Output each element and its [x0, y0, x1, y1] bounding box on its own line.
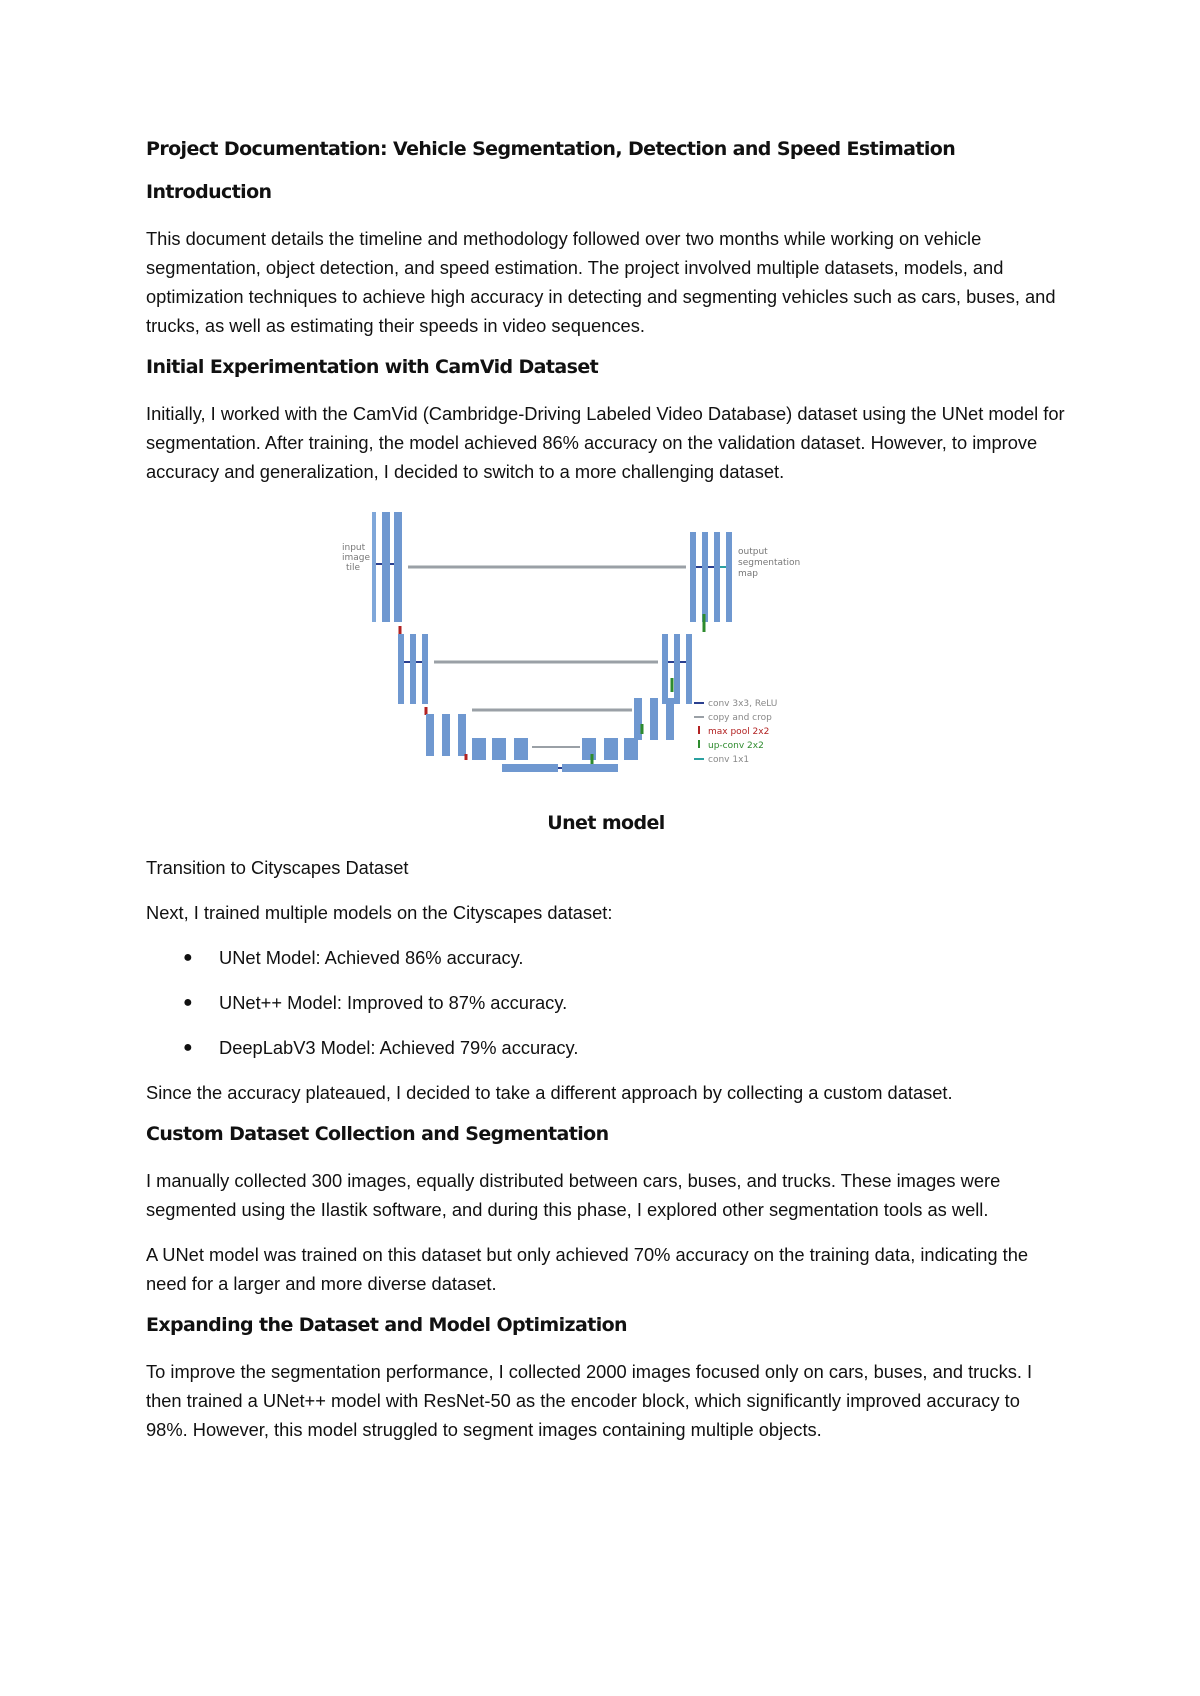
document-title: Project Documentation: Vehicle Segmentation, Detection and Speed Estimation [146, 138, 956, 160]
list-item [146, 943, 1066, 972]
diagram-legend [694, 699, 777, 765]
output-label-line-1: output [738, 547, 768, 557]
legend-upconv: up-conv 2x2 [708, 741, 764, 751]
figure-caption: Unet model [547, 812, 665, 834]
bullet-icon: ● [183, 1039, 193, 1056]
list-item [146, 988, 1066, 1017]
output-label-line-3: map [738, 569, 758, 579]
heading-camvid: Initial Experimentation with CamVid Dataset [146, 356, 599, 378]
input-label-line-1: input [342, 543, 366, 553]
legend-conv1x1: conv 1x1 [708, 755, 750, 765]
legend-copy: copy and crop [708, 713, 772, 723]
unet-architecture-diagram [342, 502, 842, 792]
output-label-line-2: segmentation [738, 558, 801, 568]
heading-custom-dataset: Custom Dataset Collection and Segmentation [146, 1123, 609, 1145]
bullet-icon: ● [183, 994, 193, 1011]
list-item-text: DeepLabV3 Model: Achieved 79% accuracy. [219, 1037, 579, 1058]
input-label-line-2: image [342, 553, 371, 563]
paragraph-cityscapes-intro: Next, I trained multiple models on the Cityscapes dataset: [146, 902, 613, 923]
heading-expanding: Expanding the Dataset and Model Optimization [146, 1314, 627, 1336]
paragraph-custom-1: I manually collected 300 images, equally distributed between cars, buses, and trucks. These images were segmented using the Ilastik software, and during this phase, I explored other segmentation tools as well. [146, 1170, 1001, 1220]
paragraph-introduction: This document details the timeline and methodology followed over two months while working on vehicle segmentation, object detection, and speed estimation. The project involved multiple datasets, models, and optimization techniques to achieve high accuracy in detecting and segmenting vehicles such as cars, buses, and trucks, as well as estimating their speeds in video sequences. [146, 228, 1056, 336]
paragraph-camvid: Initially, I worked with the CamVid (Cambridge-Driving Labeled Video Database) dataset using the UNet model for segmentation. After training, the model achieved 86% accuracy on the validation dataset. However, to improve accuracy and generalization, I decided to switch to a more challenging dataset. [146, 403, 1065, 482]
list-item [146, 1033, 1066, 1062]
model-results-list [146, 943, 1066, 1062]
heading-introduction: Introduction [146, 181, 272, 203]
paragraph-custom-2: A UNet model was trained on this dataset but only achieved 70% accuracy on the training data, indicating the need for a larger and more diverse dataset. [146, 1244, 1029, 1294]
list-item-text: UNet Model: Achieved 86% accuracy. [219, 947, 524, 968]
heading-cityscapes: Transition to Cityscapes Dataset [146, 857, 409, 878]
unet-figure [146, 502, 1066, 802]
legend-maxpool: max pool 2x2 [708, 727, 770, 737]
document-page [146, 138, 1066, 1460]
paragraph-cityscapes-outro: Since the accuracy plateaued, I decided to take a different approach by collecting a custom dataset. [146, 1082, 953, 1103]
bullet-icon: ● [183, 949, 193, 966]
input-label-line-3: tile [346, 563, 361, 573]
paragraph-expanding: To improve the segmentation performance, I collected 2000 images focused only on cars, buses, and trucks. I then trained a UNet++ model with ResNet-50 as the encoder block, which significantly improved accuracy to 98%. However, this model struggled to segment images containing multiple objects. [146, 1361, 1033, 1440]
legend-conv: conv 3x3, ReLU [708, 699, 778, 709]
list-item-text: UNet++ Model: Improved to 87% accuracy. [219, 992, 568, 1013]
